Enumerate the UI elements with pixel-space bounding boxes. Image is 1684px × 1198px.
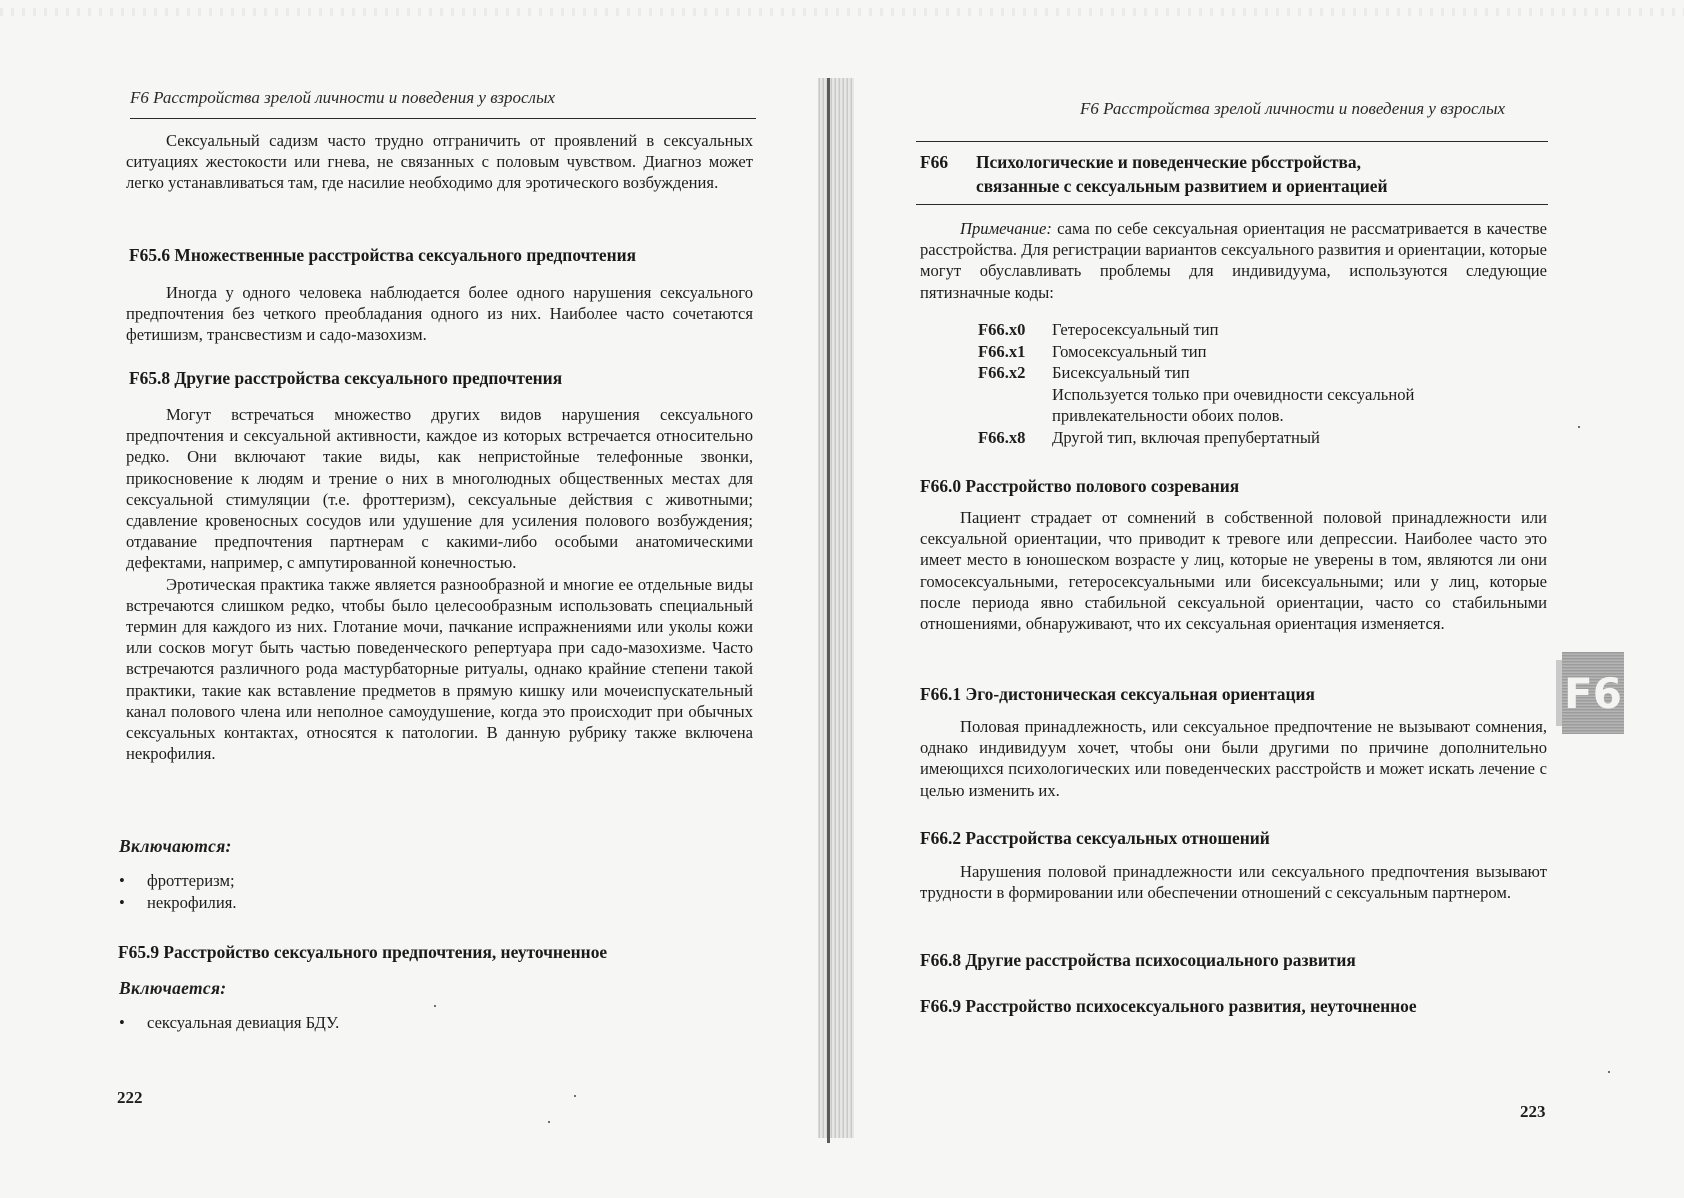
- note-paragraph: Примечание: сама по себе сексуальная ориентация не рассматривается в качестве расстройства. Для регистрации вариантов сексуального развития и ориентации, которые могут обуславливать проблемы для индивидуума, используются следующие пятизначные коды:: [920, 219, 1547, 302]
- chapter-title-line2: связанные с сексуальным развитием и ориентацией: [976, 176, 1388, 196]
- bullet-icon: •: [119, 871, 125, 890]
- section-text-f65-8: Могут встречаться множество других видов нарушения сексуального предпочтения и сексуальной активности, каждое из которых встречается относительно редко. Они включают такие виды, как непристойные телефонные звонки, прикосновение к людям и трение о них в многолюдных общественных местах для сексуальной стимуляции (т.е. фроттеризм), сексуальные действия с животными; сдавление кровеносных сосудов или удушение для усиления полового возбуждения; отдавание предпочтения партнерам с какими-либо особыми анатомическими дефектами, например, с ампутированной конечностью. Эротическая практика также является разнообразной и многие ее отдельные виды встречаются слишком редко, чтобы было целесообразным использовать специальный термин для каждого из них. Глотание мочи, пачкание испражнениями или уколы кожи или сосков могут быть частью поведенческого репертуара при садо-мазохизме. Часто встречаются различного рода мастурбаторные ритуалы, однако крайние степени такой практики, такие как вставление предметов в прямую кишку или мочеиспускательный канал полового члена или неполное самоудушение, когда это происходит при обычных сексуальных контактах, относятся к патологии. В данную рубрику также включена некрофилия.: [126, 405, 753, 764]
- includes-label: Включается:: [119, 978, 227, 998]
- scan-speck: [1578, 426, 1580, 428]
- section-heading-f66-1: F66.1 Эго-дистоническая сексуальная ориентация: [920, 684, 1315, 704]
- list-item: • некрофилия.: [119, 893, 237, 912]
- bullet-icon: •: [119, 1013, 125, 1032]
- page-number: 223: [1520, 1102, 1546, 1121]
- intro-paragraph: Сексуальный садизм часто трудно отграничить от проявлений в сексуальных ситуациях жестокости или гнева, не связанных с половым чувством. Диагноз может легко устанавливаться там, где насилие необходимо для эротического возбуждения.: [126, 131, 753, 193]
- code-row: F66.x1 Гомосексуальный тип: [978, 341, 1207, 361]
- chapter-thumb-tab: F6: [1562, 652, 1624, 734]
- section-heading-f65-9: F65.9 Расстройство сексуального предпочтения, неуточненное: [118, 942, 608, 962]
- note-label: Примечание:: [960, 219, 1052, 238]
- scan-speck: [434, 1005, 436, 1007]
- code-row: F66.x8 Другой тип, включая препубертатный: [978, 427, 1320, 447]
- section-text-f66-0: Пациент страдает от сомнений в собственной половой принадлежности или сексуальной ориентации, что приводит к тревоге или депрессии. Наиболее часто это имеет место в юношеском возрасте у лиц, которые не уверены в том, являются ли они гомосексуальными, гетеросексуальными или бисексуальными; или у лиц, которые после периода явно стабильной сексуальной ориентации, часто со стабильными отношениями, обнаруживают, что их сексуальная ориентация изменяется.: [920, 508, 1547, 634]
- list-item: • сексуальная девиация БДУ.: [119, 1013, 340, 1032]
- chapter-title-line1: Психологические и поведенческие рбсстройства,: [976, 152, 1361, 172]
- includes-list: [119, 1012, 339, 1034]
- code-list: [978, 319, 1478, 449]
- code-row: F66.x0 Гетеросексуальный тип: [978, 320, 1219, 339]
- code-row-note: Используется только при очевидности сексуальной привлекательности обоих полов.: [1052, 384, 1415, 426]
- page-number: 222: [117, 1088, 143, 1107]
- chapter-code: F66: [920, 152, 949, 172]
- list-item: • фроттеризм;: [119, 871, 235, 890]
- gutter-edge-line: [827, 78, 830, 1143]
- scan-speck: [1608, 1071, 1610, 1073]
- code-row: F66.x2 Бисексуальный тип: [978, 363, 1190, 383]
- bullet-icon: •: [119, 893, 125, 912]
- section-heading-f66-2: F66.2 Расстройства сексуальных отношений: [920, 828, 1270, 848]
- header-rule: [130, 118, 756, 119]
- section-text-f66-2: Нарушения половой принадлежности или сексуального предпочтения вызывают трудности в формировании или обеспечении отношений с сексуальным партнером.: [920, 862, 1547, 903]
- left-page: [0, 0, 818, 1198]
- section-heading-f65-6: F65.6 Множественные расстройства сексуального предпочтения: [129, 245, 637, 265]
- section-heading-f66-8: F66.8 Другие расстройства психосоциального развития: [920, 950, 1356, 970]
- header-rule: [916, 141, 1548, 142]
- chapter-rule: [916, 204, 1548, 205]
- chapter-heading-f66: [920, 152, 1361, 173]
- includes-list: [119, 870, 236, 914]
- right-page: [854, 0, 1684, 1198]
- includes-label: Включаются:: [119, 836, 232, 856]
- running-head: F6 Расстройства зрелой личности и поведения у взрослых: [130, 88, 556, 107]
- section-heading-f65-8: F65.8 Другие расстройства сексуального предпочтения: [129, 368, 563, 388]
- section-text-f65-6: Иногда у одного человека наблюдается более одного нарушения сексуального предпочтения без четкого преобладания одного из них. Наиболее часто сочетаются фетишизм, трансвестизм и садо-мазохизм.: [126, 283, 753, 345]
- section-heading-f66-9: F66.9 Расстройство психосексуального развития, неуточненное: [920, 996, 1417, 1016]
- running-head: F6 Расстройства зрелой личности и поведения у взрослых: [1080, 99, 1506, 118]
- scan-speck: [548, 1121, 550, 1123]
- section-heading-f66-0: F66.0 Расстройство полового созревания: [920, 476, 1240, 496]
- book-gutter: [818, 78, 854, 1138]
- scan-speck: [574, 1095, 576, 1097]
- section-text-f66-1: Половая принадлежность, или сексуальное предпочтение не вызывают сомнения, однако индивидуум хочет, чтобы они были другими по причине дополнительно имеющихся психологических или поведенческих расстройств и может искать лечение с целью изменить их.: [920, 717, 1547, 800]
